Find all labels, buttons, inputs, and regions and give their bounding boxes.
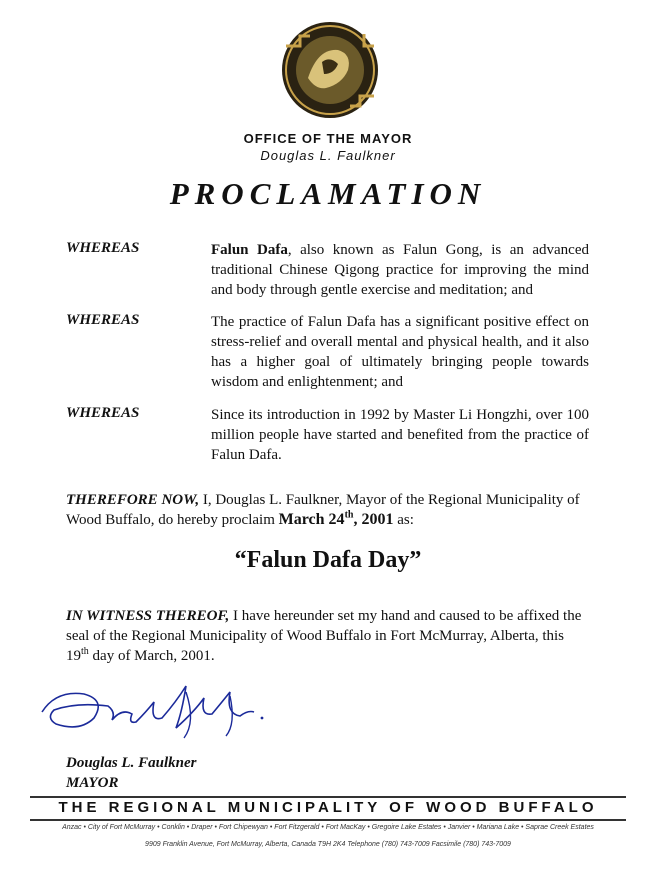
whereas-clause-1	[211, 240, 589, 300]
proclaimed-date-sup: th	[344, 509, 354, 521]
proclaimed-date-year: , 2001	[353, 511, 394, 528]
witness-tail: day of March, 2001.	[88, 648, 215, 664]
proclaimed-date	[279, 511, 394, 528]
signatory-title: MAYOR	[66, 775, 119, 791]
whereas-label-2: WHEREAS	[66, 312, 140, 328]
whereas-clause-2: The practice of Falun Dafa has a significant positive effect on stress-relief and overall mental and physical health, and it also has a higher goal of ultimately bringing people towards wisdom and enlightenment; and	[211, 314, 589, 390]
therefore-tail: as:	[393, 512, 414, 528]
footer-title: THE REGIONAL MUNICIPALITY OF WOOD BUFFALO	[58, 799, 598, 816]
therefore-lead: THEREFORE NOW,	[66, 492, 200, 508]
mayor-name-heading: Douglas L. Faulkner	[260, 148, 396, 163]
footer-address: 9909 Franklin Avenue, Fort McMurray, Alberta, Canada T9H 2K4 Telephone (780) 743-7009 Facsimile (780) 743-7009	[145, 841, 511, 848]
witness-sup: th	[81, 646, 89, 657]
falun-dafa-lead: Falun Dafa	[211, 242, 288, 258]
signatory-name: Douglas L. Faulkner	[66, 755, 197, 771]
footer-places: Anzac • City of Fort McMurray • Conklin • Draper • Fort Chipewyan • Fort Fitzgerald • Fort MacKay • Gregoire Lake Estates • Janvier • Mariana Lake • Saprae Creek Estates	[62, 824, 594, 831]
page-title: PROCLAMATION	[169, 176, 487, 211]
footer-rule-bottom	[30, 819, 626, 821]
witness-text: I have hereunder set my hand and caused to be affixed the seal of the Regional Municipality of Wood Buffalo in Fort McMurray, Alberta, this 19	[66, 608, 582, 664]
witness-lead: IN WITNESS THEREOF,	[66, 608, 230, 624]
office-heading: OFFICE OF THE MAYOR	[243, 131, 413, 146]
therefore-clause	[66, 490, 596, 530]
witness-clause	[66, 606, 590, 666]
whereas-clause-3: Since its introduction in 1992 by Master Li Hongzhi, over 100 million people have started and benefited from the practice of Falun Dafa.	[211, 407, 589, 463]
day-name: “Falun Dafa Day”	[234, 547, 422, 573]
whereas-label-1: WHEREAS	[66, 240, 140, 256]
footer-rule-top	[30, 796, 626, 798]
whereas-text-1: , also known as Falun Gong, is an advanced traditional Chinese Qigong practice for improving the mind and body through gentle exercise and meditation; and	[211, 242, 589, 298]
whereas-label-3: WHEREAS	[66, 405, 140, 421]
municipal-seal-icon	[278, 18, 382, 124]
proclaimed-date-main: March 24	[278, 511, 345, 528]
therefore-text: I, Douglas L. Faulkner, Mayor of the Regional Municipality of Wood Buffalo, do hereby proclaim	[66, 492, 580, 528]
handwritten-signature	[36, 672, 276, 744]
